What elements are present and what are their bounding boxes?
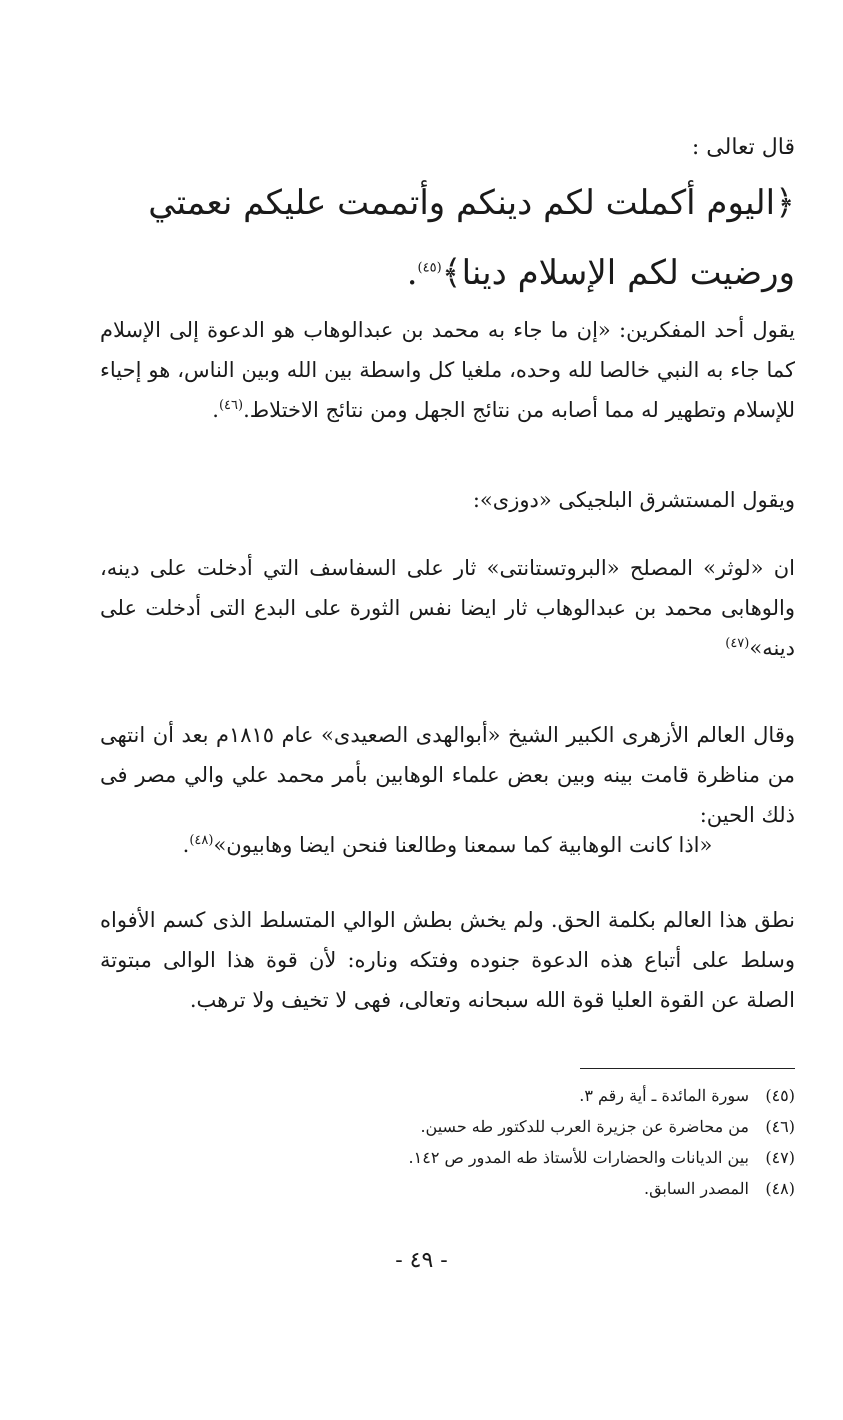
paragraph-azhari-scholar (100, 715, 795, 835)
paragraph-text: وقال العالم الأزهرى الكبير الشيخ «أبوالهدى الصعيدى» عام ١٨١٥م بعد أن انتهى من مناظرة قامت بينه وبين بعض علماء الوهابين بأمر محمد علي والي مصر فى ذلك الحين: (100, 723, 795, 827)
footnote-divider (580, 1068, 795, 1069)
footnote-item (100, 1111, 795, 1142)
footnote-ref: (٤٨) (189, 833, 214, 848)
footnote-ref: (٤٦) (218, 398, 244, 413)
footnote-text: بين الديانات والحضارات للأستاذ طه المدور ص ١٤٢. (408, 1148, 749, 1167)
quote-text: «اذا كانت الوهابية كما سمعنا وطالعنا فنحن ايضا وهابيون» (213, 833, 713, 857)
footnote-ref: (٤٧) (725, 636, 750, 651)
footnote-text: من محاضرة عن جزيرة العرب للدكتور طه حسين. (420, 1117, 749, 1136)
paragraph-text: ان «لوثر» المصلح «البروتستانتى» ثار على السفاسف التي أدخلت على دينه، والوهابى محمد بن عبدالوهاب ثار ايضا نفس الثورة على البدع التى أدخلت على دينه» (100, 556, 795, 660)
paragraph-text: نطق هذا العالم بكلمة الحق. ولم يخش بطش الوالي المتسلط الذى كسم الأفواه وسلط على أتباع هذه الدعوة جنوده وفتكه وناره: لأن قوة هذا الوالى مبتوتة الصلة عن القوة العليا قوة الله سبحانه وتعالى، فهى لا تخيف ولا ترهب. (100, 908, 795, 1012)
paragraph-dozy-intro (100, 480, 795, 520)
footnote-number: (٤٧) (765, 1148, 795, 1167)
page-number: - ٤٩ - (395, 1248, 448, 1273)
footnote-number: (٤٦) (765, 1117, 795, 1136)
footnote-number: (٤٨) (765, 1179, 795, 1198)
paragraph-thinker-quote (100, 310, 795, 430)
footnote-text: المصدر السابق. (643, 1179, 749, 1198)
verse-end: . (406, 253, 418, 293)
verse-close-bracket: ﴾ (441, 253, 462, 293)
footnote-item (100, 1173, 795, 1204)
verse-text: اليوم أكملت لكم دينكم وأتممت عليكم نعمتي ورضيت لكم الإسلام دينا (148, 183, 795, 293)
quran-verse (100, 168, 795, 308)
centered-quote (100, 825, 795, 865)
paragraph-luther-comparison (100, 548, 795, 668)
footnotes-list (100, 1080, 795, 1204)
footnote-text: سورة المائدة ـ أية رقم ٣. (579, 1086, 749, 1105)
paragraph-text: ويقول المستشرق البلجيكى «دوزى»: (472, 488, 795, 512)
paragraph-text: يقول أحد المفكرين: «إن ما جاء به محمد بن عبدالوهاب هو الدعوة إلى الإسلام كما جاء به النبي خالصا لله وحده، ملغيا كل واسطة بين الله وبين الناس، هو إحياء للإسلام وتطهير له مما أصابه من نتائج الجهل ومن نتائج الاختلاط. (100, 318, 796, 422)
footnote-number: (٤٥) (765, 1086, 795, 1105)
paragraph-end: . (212, 398, 219, 422)
quote-end: . (182, 833, 190, 857)
verse-intro: قال تعالى : (691, 135, 795, 160)
page (100, 0, 795, 1420)
paragraph-truth (100, 900, 795, 1020)
footnote-item (100, 1142, 795, 1173)
footnote-ref: (٤٥) (417, 260, 442, 276)
footnote-item (100, 1080, 795, 1111)
verse-open-bracket: ﴿ (775, 183, 795, 223)
